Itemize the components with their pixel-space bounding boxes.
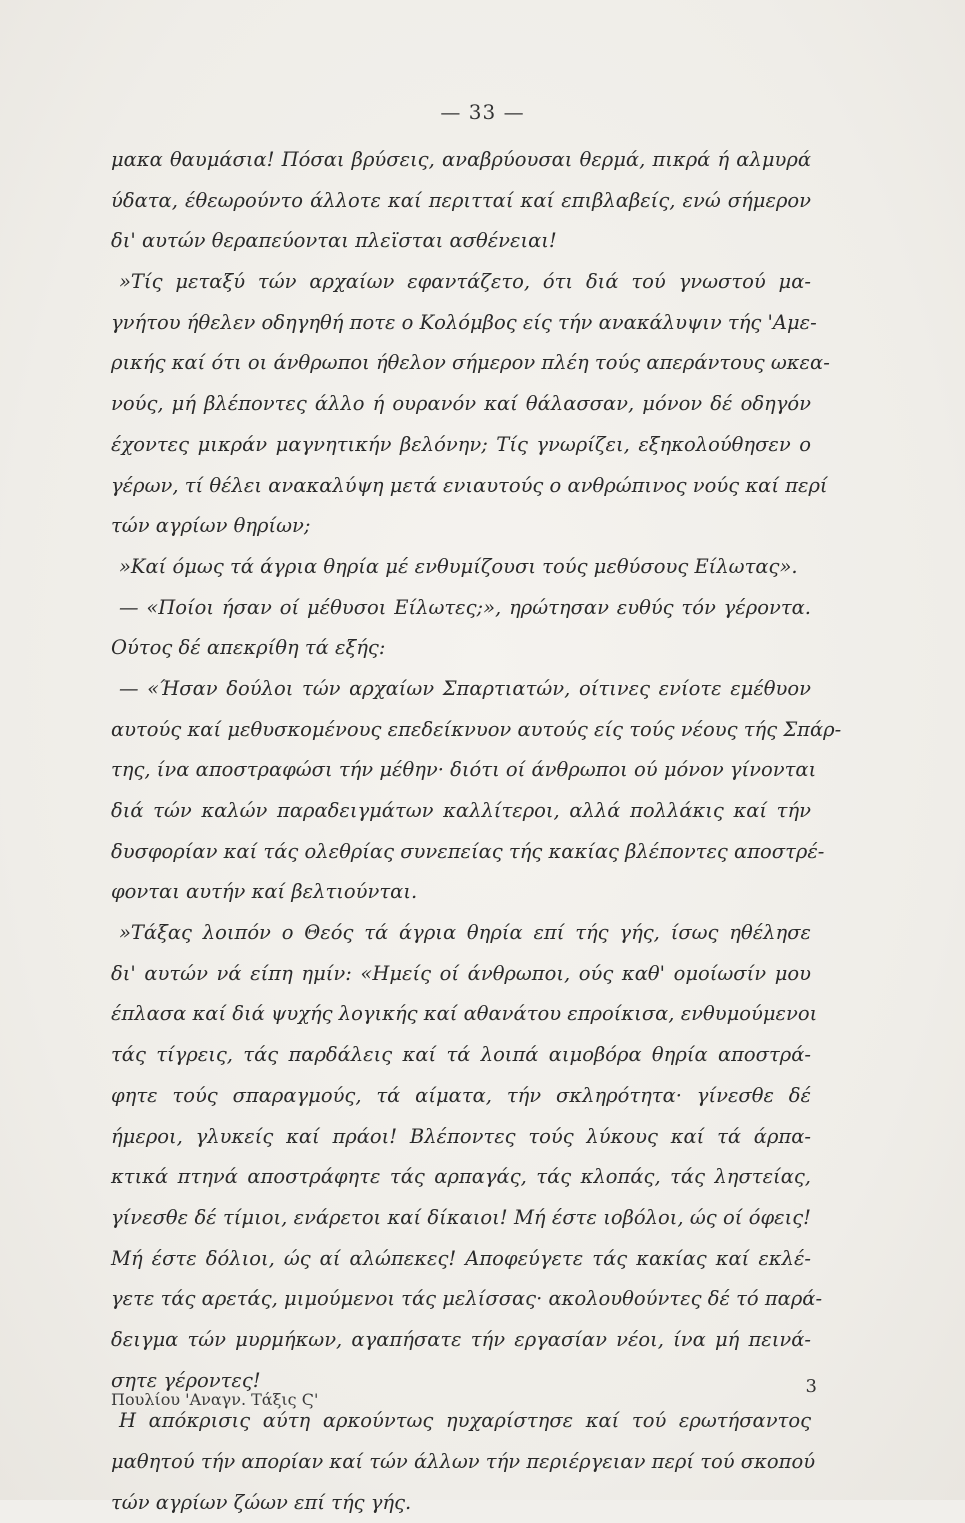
text-line: της, ίνα αποστραφώσι τήν μέθην· διότι οί άνθρωποι ού μόνον γίνονται <box>111 758 817 782</box>
sheet-number: 3 <box>805 1376 817 1397</box>
text-line: έχοντες μικράν μαγνητικήν βελόνην; Τίς γνωρίζει, εξηκολούθησεν ο <box>111 432 811 456</box>
page-number: — 33 — <box>440 100 525 124</box>
text-line: Ούτος δέ απεκρίθη τά εξής: <box>111 636 386 660</box>
text-line: τών αγρίων θηρίων; <box>111 514 311 538</box>
text-line: ύδατα, έθεωρούντο άλλοτε καί περιτταί καί επιβλαβείς, ενώ σήμερον <box>111 188 811 212</box>
text-line: — «Ποίοι ήσαν οί μέθυσοι Είλωτες;», ηρώτησαν ευθύς τόν γέροντα. <box>119 595 811 619</box>
text-line: δυσφορίαν καί τάς ολεθρίας συνεπείας τής κακίας βλέποντες αποστρέ- <box>111 839 825 863</box>
page-footer <box>111 1376 817 1416</box>
text-line: μακα θαυμάσια! Πόσαι βρύσεις, αναβρύουσαι θερμά, πικρά ή αλμυρά <box>111 148 811 171</box>
text-line: τάς τίγρεις, τάς παρδάλεις καί τά λοιπά αιμοβόρα θηρία αποστρά- <box>111 1043 811 1067</box>
text-line: ήμεροι, γλυκείς καί πράοι! Βλέποντες τούς λύκους καί τά άρπα- <box>111 1124 811 1148</box>
text-line: — «Ήσαν δούλοι τών αρχαίων Σπαρτιατών, οίτινες ενίοτε εμέθυον <box>119 676 811 700</box>
printer-signature: Πουλίου 'Αναγν. Τάξις Ϛ' <box>111 1390 319 1409</box>
text-line: διά τών καλών παραδειγμάτων καλλίτεροι, αλλά πολλάκις καί τήν <box>111 799 811 822</box>
text-line: δι' αυτών θεραπεύονται πλεϊσται ασθένειαι! <box>111 229 557 253</box>
text-line: φητε τούς σπαραγμούς, τά αίματα, τήν σκληρότητα· γίνεσθε δέ <box>111 1083 811 1107</box>
text-line: γίνεσθε δέ τίμιοι, ενάρετοι καί δίκαιοι! Μή έστε ιοβόλοι, ώς οί όφεις! <box>111 1205 811 1229</box>
text-line: Μή έστε δόλιοι, ώς αί αλώπεκες! Αποφεύγετε τάς κακίας καί εκλέ- <box>111 1246 811 1270</box>
text-line: »Τάξας λοιπόν ο Θεός τά άγρια θηρία επί τής γής, ίσως ηθέλησε <box>119 921 811 945</box>
text-line: κτικά πτηνά αποστράφητε τάς αρπαγάς, τάς κλοπάς, τάς ληστείας, <box>111 1165 811 1189</box>
text-line: αυτούς καί μεθυσκομένους επεδείκνυον αυτούς είς τούς νέους τής Σπάρ- <box>111 717 842 741</box>
text-line: έπλασα καί διά ψυχής λογικής καί αθανάτου επροίκισα, ενθυμούμενοι <box>111 1002 818 1026</box>
text-line: δι' αυτών νά είπη ημίν: «Ημείς οί άνθρωποι, ούς καθ' ομοίωσίν μου <box>111 961 811 985</box>
text-line: σητε γέροντες! <box>111 1368 261 1392</box>
body-text <box>111 140 842 1523</box>
text-line: νούς, μή βλέποντες άλλο ή ουρανόν καί θάλασσαν, μόνον δέ οδηγόν <box>111 392 811 416</box>
text-line: »Καί όμως τά άγρια θηρία μέ ενθυμίζουσι τούς μεθύσους Είλωτας». <box>119 554 798 578</box>
text-line: ρικής καί ότι οι άνθρωποι ήθελον σήμερον πλέη τούς απεράντους ωκεα- <box>111 351 830 375</box>
text-line: φονται αυτήν καί βελτιούνται. <box>111 880 418 904</box>
text-line: γετε τάς αρετάς, μιμούμενοι τάς μελίσσας· ακολουθούντες δέ τό παρά- <box>111 1287 823 1311</box>
text-line: »Τίς μεταξύ τών αρχαίων εφαντάζετο, ότι διά τού γνωστού μα- <box>119 270 811 294</box>
text-line: γνήτου ήθελεν οδηγηθή ποτε ο Κολόμβος είς τήν ανακάλυψιν τής 'Αμε- <box>111 310 817 334</box>
text-line: γέρων, τί θέλει ανακαλύψη μετά ενιαυτούς ο ανθρώπινος νούς καί περί <box>111 473 828 497</box>
text-line: τών αγρίων ζώων επί τής γής. <box>111 1490 412 1514</box>
text-line: μαθητού τήν απορίαν καί τών άλλων τήν περιέργειαν περί τού σκοπού <box>111 1450 816 1473</box>
text-line: Η απόκρισις αύτη αρκούντως ηυχαρίστησε καί τού ερωτήσαντος <box>119 1409 811 1433</box>
text-line: δειγμα τών μυρμήκων, αγαπήσατε τήν εργασίαν νέοι, ίνα μή πεινά- <box>111 1327 811 1351</box>
